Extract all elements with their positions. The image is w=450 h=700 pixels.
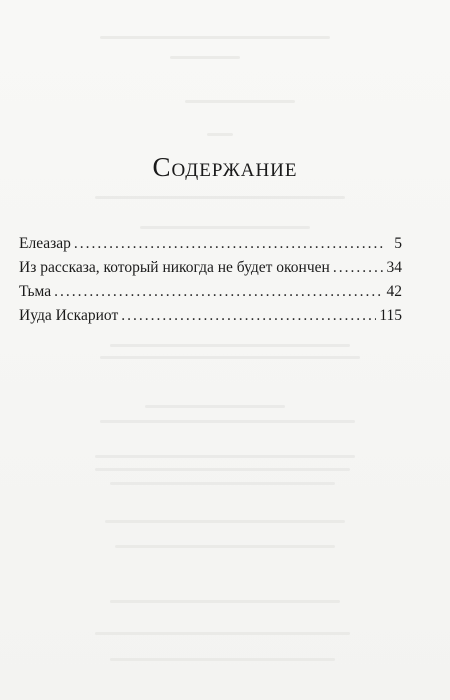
bleed-through-line (185, 100, 295, 103)
bleed-through-line (110, 600, 340, 603)
bleed-through-line (100, 356, 360, 359)
bleed-through-line (95, 196, 345, 199)
toc-entry-page: 5 (394, 235, 402, 252)
bleed-through-line (110, 482, 335, 485)
toc-entry-page: 115 (379, 307, 402, 324)
toc-leader-dots (54, 280, 383, 304)
toc-leader-dots (121, 304, 376, 328)
bleed-through-line (110, 344, 350, 347)
toc-leader-dots (333, 256, 384, 280)
toc-entry-title: Иуда Искариот (19, 307, 119, 324)
toc-entry[interactable] (19, 256, 402, 280)
bleed-through-line (105, 520, 345, 523)
toc-leader-dots (74, 232, 385, 256)
toc-entry-page: 34 (386, 259, 402, 276)
toc-entry-title: Елеазар (19, 235, 71, 252)
bleed-through-line (95, 468, 350, 471)
toc-entry-title: Из рассказа, который никогда не будет окончен (19, 259, 330, 276)
bleed-through-line (207, 133, 233, 136)
toc-entry-page: 42 (386, 283, 402, 300)
bleed-through-line (170, 56, 240, 59)
bleed-through-line (140, 226, 310, 229)
page-title: Содержание (152, 152, 298, 182)
table-of-contents (19, 232, 402, 328)
toc-entry[interactable] (19, 304, 402, 328)
toc-entry-title: Тьма (19, 283, 52, 300)
toc-entry[interactable] (19, 280, 402, 304)
toc-entry[interactable] (19, 232, 402, 256)
bleed-through-line (145, 405, 285, 408)
bleed-through-line (95, 632, 350, 635)
bleed-through-line (110, 658, 335, 661)
bleed-through-line (115, 545, 335, 548)
bleed-through-line (100, 36, 330, 39)
bleed-through-line (95, 455, 355, 458)
bleed-through-line (100, 420, 355, 423)
